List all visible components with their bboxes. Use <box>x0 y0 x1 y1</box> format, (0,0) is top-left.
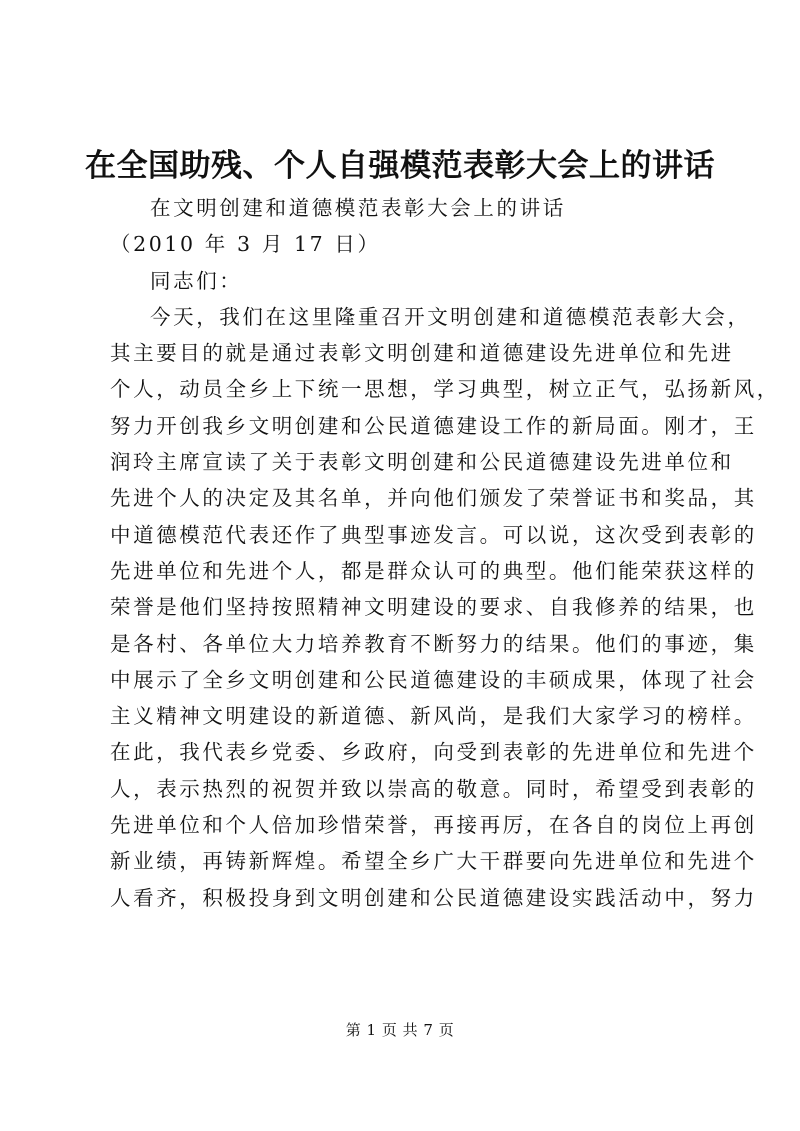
paragraph-line: 个人，动员全乡上下统一思想，学习典型，树立正气，弘扬新风， <box>110 377 780 402</box>
paragraph-line: 先进个人的决定及其名单，并向他们颁发了荣誉证书和奖品，其 <box>110 486 757 511</box>
paragraph-line: 中道德模范代表还作了典型事迹发言。可以说，这次受到表彰的 <box>110 522 757 547</box>
page-number-footer: 第 1 页 共 7 页 <box>345 1021 455 1039</box>
paragraph-line: 是各村、各单位大力培养教育不断努力的结果。他们的事迹，集 <box>110 631 757 656</box>
document-body <box>110 190 780 916</box>
document-title: 在全国助残、个人自强模范表彰大会上的讲话 <box>85 148 715 184</box>
paragraph-line: 中展示了全乡文明创建和公民道德建设的丰硕成果，体现了社会 <box>110 667 757 692</box>
paragraph-line: 努力开创我乡文明创建和公民道德建设工作的新局面。刚才，王 <box>110 413 757 438</box>
subtitle-line: 在文明创建和道德模范表彰大会上的讲话 <box>150 196 566 220</box>
salutation-line: 同志们： <box>150 268 243 293</box>
date-line: （2010 年 3 月 17 日） <box>110 232 381 257</box>
paragraph-line: 今天，我们在这里隆重召开文明创建和道德模范表彰大会， <box>150 304 751 329</box>
paragraph-line: 荣誉是他们坚持按照精神文明建设的要求、自我修养的结果，也 <box>110 595 757 620</box>
paragraph-line: 主义精神文明建设的新道德、新风尚，是我们大家学习的榜样。 <box>110 704 757 729</box>
paragraph-line: 润玲主席宣读了关于表彰文明创建和公民道德建设先进单位和 <box>110 450 734 475</box>
paragraph-line: 新业绩，再铸新辉煌。希望全乡广大干群要向先进单位和先进个 <box>110 849 757 874</box>
paragraph-line: 先进单位和个人倍加珍惜荣誉，再接再厉，在各自的岗位上再创 <box>110 813 757 838</box>
paragraph-line: 先进单位和先进个人，都是群众认可的典型。他们能荣获这样的 <box>110 558 757 583</box>
paragraph-line: 其主要目的就是通过表彰文明创建和道德建设先进单位和先进 <box>110 341 734 366</box>
paragraph-line: 人，表示热烈的祝贺并致以崇高的敬意。同时，希望受到表彰的 <box>110 776 757 801</box>
paragraph-line: 人看齐，积极投身到文明创建和公民道德建设实践活动中，努力 <box>110 885 757 910</box>
paragraph-line: 在此，我代表乡党委、乡政府，向受到表彰的先进单位和先进个 <box>110 740 757 765</box>
